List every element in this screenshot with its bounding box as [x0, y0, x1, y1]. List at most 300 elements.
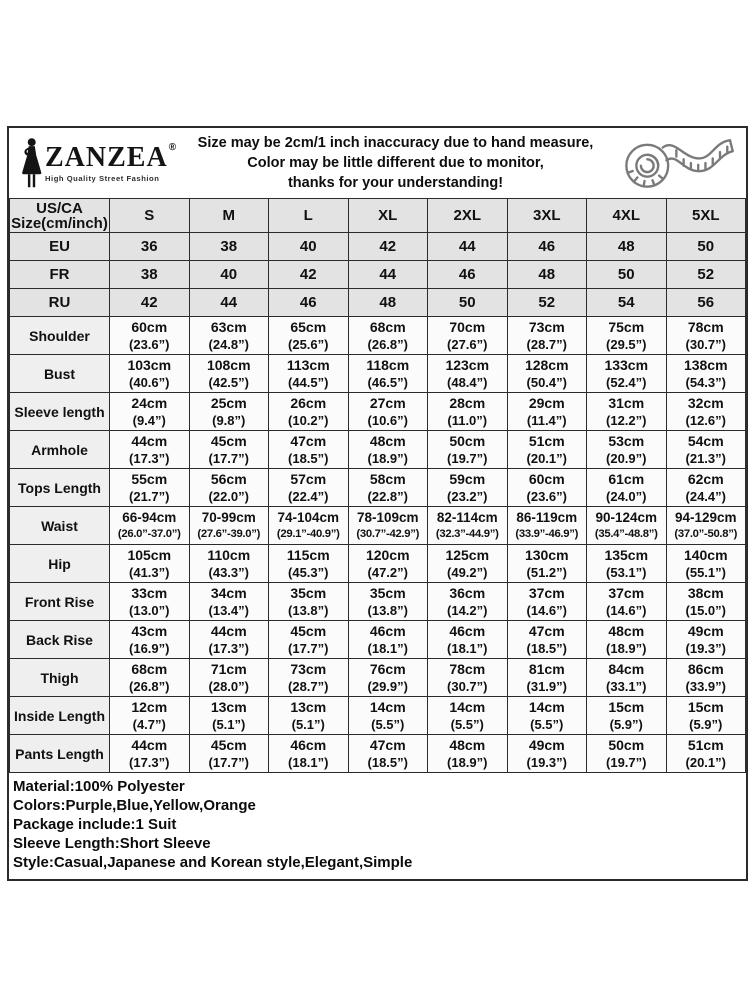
cm-value: 103cm	[127, 356, 172, 373]
inch-value: (13.0”)	[129, 602, 170, 618]
cm-value: 57cm	[290, 470, 327, 487]
measurement-cell	[110, 393, 190, 431]
cm-value: 82-114cm	[436, 509, 498, 525]
measurement-cell	[507, 697, 587, 735]
cm-value: 44cm	[131, 432, 168, 449]
inch-value: (19.3”)	[685, 640, 726, 656]
inch-value: (30.7”-42.9”)	[356, 527, 420, 540]
measurement-cell	[348, 697, 428, 735]
cm-value: 46cm	[369, 622, 406, 639]
cm-value: 71cm	[210, 660, 247, 677]
cm-value: 37cm	[528, 584, 565, 601]
row-label: Sleeve length	[10, 393, 110, 431]
cm-value: 13cm	[210, 698, 247, 715]
cm-value: 49cm	[528, 736, 565, 753]
registered-trademark-icon: ®	[168, 141, 177, 153]
inch-value: (17.3”)	[208, 640, 249, 656]
measurement-row	[10, 469, 746, 507]
measurement-cell	[189, 317, 269, 355]
cm-value: 33cm	[131, 584, 168, 601]
measurement-cell	[269, 355, 349, 393]
inch-value: (41.3”)	[129, 564, 170, 580]
footer-note-line: Package include:1 Suit	[13, 816, 177, 833]
measurement-cell	[348, 583, 428, 621]
measurement-cell	[428, 545, 508, 583]
inch-value: (29.5”)	[606, 336, 647, 352]
cm-value: 78-109cm	[356, 509, 419, 525]
disclaimer-line: thanks for your understanding!	[287, 175, 504, 191]
measurement-cell	[189, 659, 269, 697]
cm-value: 86cm	[687, 660, 724, 677]
measurement-cell	[428, 621, 508, 659]
brand-tagline: High Quality Street Fashion	[45, 173, 160, 183]
measurement-row	[10, 697, 746, 735]
size-conversion-cell: 42	[269, 261, 349, 289]
cm-value: 94-129cm	[674, 509, 737, 525]
cm-value: 36cm	[449, 584, 486, 601]
cm-value: 55cm	[131, 470, 168, 487]
measurement-cell	[666, 393, 746, 431]
measurement-cell	[507, 431, 587, 469]
row-label: FR	[10, 261, 110, 289]
size-conversion-cell: 38	[189, 233, 269, 261]
inch-value: (23.6”)	[526, 488, 567, 504]
measurement-cell	[666, 469, 746, 507]
measurement-cell	[110, 621, 190, 659]
cm-value: 66-94cm	[122, 509, 177, 525]
cm-value: 35cm	[290, 584, 327, 601]
tape-box	[614, 132, 740, 194]
measurement-cell	[110, 317, 190, 355]
size-conversion-cell: 50	[587, 261, 667, 289]
cm-value: 78cm	[687, 318, 724, 335]
measuring-tape-icon	[620, 132, 740, 194]
measurement-cell	[110, 659, 190, 697]
inch-value: (22.8”)	[367, 488, 408, 504]
inch-value: (5.5”)	[371, 716, 405, 732]
cm-value: 61cm	[608, 470, 645, 487]
size-conversion-cell: 38	[110, 261, 190, 289]
measurement-cell	[428, 355, 508, 393]
inch-value: (21.7”)	[129, 488, 170, 504]
size-conversion-cell: 40	[189, 261, 269, 289]
measurement-cell	[507, 317, 587, 355]
inch-value: (17.3”)	[129, 754, 170, 770]
inch-value: (11.0”)	[447, 412, 488, 428]
measurement-cell	[428, 431, 508, 469]
measurement-cell	[587, 355, 667, 393]
measurement-cell	[269, 697, 349, 735]
cm-value: 63cm	[210, 318, 247, 335]
inch-value: (33.1”)	[606, 678, 647, 694]
size-conversion-cell: 50	[666, 233, 746, 261]
inch-value: (20.1”)	[526, 450, 567, 466]
inch-value: (29.9”)	[367, 678, 408, 694]
inch-value: (19.7”)	[606, 754, 647, 770]
inch-value: (5.1”)	[291, 716, 325, 732]
inch-value: (52.4”)	[606, 374, 647, 390]
inch-value: (22.0”)	[208, 488, 249, 504]
cm-value: 70cm	[449, 318, 486, 335]
measurement-cell	[269, 659, 349, 697]
cm-value: 86-119cm	[516, 509, 578, 525]
measurement-cell	[587, 507, 667, 545]
cm-value: 15cm	[608, 698, 645, 715]
conversion-row	[10, 289, 746, 317]
brand-name: ZANZEA	[45, 141, 168, 173]
inch-value: (45.3”)	[288, 564, 329, 580]
size-conversion-cell: 46	[269, 289, 349, 317]
measurement-cell	[189, 583, 269, 621]
inch-value: (35.4”-48.8”)	[594, 527, 658, 540]
inch-value: (32.3”-44.9”)	[435, 527, 499, 540]
measurement-cell	[507, 469, 587, 507]
measurement-cell	[269, 621, 349, 659]
cm-value: 130cm	[524, 546, 569, 563]
row-label: Shoulder	[10, 317, 110, 355]
size-column-header: 3XL	[507, 199, 587, 233]
measurement-row	[10, 545, 746, 583]
inch-value: (16.9”)	[129, 640, 170, 656]
measurement-cell	[507, 355, 587, 393]
inch-value: (10.6”)	[367, 412, 408, 428]
inch-value: (14.2”)	[447, 602, 488, 618]
size-column-header: XL	[348, 199, 428, 233]
size-conversion-cell: 44	[348, 261, 428, 289]
corner-header	[10, 199, 110, 233]
footer-note-line: Style:Casual,Japanese and Korean style,Elegant,Simple	[13, 854, 413, 871]
cm-value: 28cm	[449, 394, 486, 411]
inch-value: (33.9”-46.9”)	[515, 527, 579, 540]
cm-value: 44cm	[131, 736, 168, 753]
measurement-cell	[587, 545, 667, 583]
disclaimer-line: Color may be little different due to monitor,	[247, 155, 544, 171]
inch-value: (5.5”)	[530, 716, 564, 732]
cm-value: 74-104cm	[277, 509, 340, 525]
measurement-cell	[269, 583, 349, 621]
cm-value: 43cm	[131, 622, 168, 639]
conversion-row	[10, 261, 746, 289]
footer-note-line: Colors:Purple,Blue,Yellow,Orange	[13, 797, 256, 814]
size-chart-sheet	[7, 126, 748, 881]
measurement-cell	[428, 507, 508, 545]
inch-value: (27.6”-39.0”)	[197, 527, 261, 540]
size-conversion-cell: 52	[507, 289, 587, 317]
measurement-cell	[189, 735, 269, 773]
inch-value: (23.2”)	[447, 488, 488, 504]
cm-value: 81cm	[528, 660, 565, 677]
size-table-body	[10, 199, 746, 773]
row-label: Bust	[10, 355, 110, 393]
row-label: RU	[10, 289, 110, 317]
size-conversion-cell: 54	[587, 289, 667, 317]
inch-value: (24.4”)	[685, 488, 726, 504]
inch-value: (13.8”)	[367, 602, 408, 618]
cm-value: 13cm	[290, 698, 327, 715]
cm-value: 133cm	[604, 356, 649, 373]
inch-value: (22.4”)	[288, 488, 329, 504]
measurement-cell	[110, 431, 190, 469]
cm-value: 53cm	[608, 432, 645, 449]
inch-value: (9.4”)	[132, 412, 166, 428]
inch-value: (17.7”)	[288, 640, 329, 656]
size-conversion-cell: 40	[269, 233, 349, 261]
size-conversion-cell: 48	[587, 233, 667, 261]
size-conversion-cell: 48	[348, 289, 428, 317]
inch-value: (12.6”)	[685, 412, 726, 428]
measurement-cell	[428, 735, 508, 773]
size-conversion-cell: 56	[666, 289, 746, 317]
cm-value: 45cm	[210, 432, 247, 449]
measurement-cell	[110, 735, 190, 773]
cm-value: 68cm	[131, 660, 168, 677]
inch-value: (42.5”)	[208, 374, 249, 390]
inch-value: (28.7”)	[526, 336, 567, 352]
cm-value: 73cm	[290, 660, 327, 677]
measurement-cell	[507, 583, 587, 621]
cm-value: 35cm	[369, 584, 406, 601]
cm-value: 54cm	[687, 432, 724, 449]
measurement-cell	[587, 659, 667, 697]
measurement-cell	[507, 621, 587, 659]
row-label: Back Rise	[10, 621, 110, 659]
measurement-cell	[110, 469, 190, 507]
measurement-cell	[587, 735, 667, 773]
size-column-header: L	[269, 199, 349, 233]
row-label: Armhole	[10, 431, 110, 469]
size-conversion-cell: 36	[110, 233, 190, 261]
inch-value: (18.1”)	[367, 640, 408, 656]
inch-value: (17.3”)	[129, 450, 170, 466]
inch-value: (20.9”)	[606, 450, 647, 466]
cm-value: 51cm	[687, 736, 724, 753]
cm-value: 47cm	[290, 432, 327, 449]
size-column-header: S	[110, 199, 190, 233]
cm-value: 12cm	[131, 698, 168, 715]
cm-value: 14cm	[369, 698, 406, 715]
brand-logo	[17, 135, 187, 191]
inch-value: (47.2”)	[367, 564, 408, 580]
cm-value: 70-99cm	[201, 509, 256, 525]
footer-notes	[9, 773, 746, 879]
inch-value: (9.8”)	[212, 412, 246, 428]
size-conversion-cell: 48	[507, 261, 587, 289]
cm-value: 47cm	[369, 736, 406, 753]
measurement-cell	[587, 621, 667, 659]
measurement-cell	[189, 621, 269, 659]
inch-value: (18.5”)	[526, 640, 567, 656]
inch-value: (5.9”)	[689, 716, 723, 732]
size-conversion-cell: 50	[428, 289, 508, 317]
cm-value: 135cm	[604, 546, 649, 563]
footer-note-line: Sleeve Length:Short Sleeve	[13, 835, 211, 852]
cm-value: 15cm	[687, 698, 724, 715]
measurement-cell	[110, 355, 190, 393]
size-conversion-cell: 46	[507, 233, 587, 261]
inch-value: (29.1”-40.9”)	[276, 527, 340, 540]
measurement-cell	[269, 545, 349, 583]
measurement-cell	[507, 545, 587, 583]
cm-value: 125cm	[445, 546, 490, 563]
cm-value: 118cm	[366, 356, 410, 373]
measurement-cell	[269, 431, 349, 469]
cm-value: 46cm	[290, 736, 327, 753]
cm-value: 46cm	[449, 622, 486, 639]
cm-value: 29cm	[528, 394, 565, 411]
measurement-cell	[507, 659, 587, 697]
measurement-cell	[587, 583, 667, 621]
measurement-row	[10, 393, 746, 431]
measurement-row	[10, 621, 746, 659]
measurement-row	[10, 735, 746, 773]
disclaimer-line: Size may be 2cm/1 inch inaccuracy due to hand measure,	[197, 135, 594, 151]
inch-value: (53.1”)	[606, 564, 647, 580]
measurement-cell	[348, 393, 428, 431]
inch-value: (48.4”)	[447, 374, 488, 390]
inch-value: (5.9”)	[609, 716, 643, 732]
woman-silhouette-icon	[17, 135, 43, 191]
measurement-cell	[110, 545, 190, 583]
inch-value: (17.7”)	[208, 754, 249, 770]
size-table	[9, 198, 746, 773]
cm-value: 51cm	[528, 432, 565, 449]
cm-value: 34cm	[210, 584, 247, 601]
inch-value: (18.1”)	[288, 754, 329, 770]
disclaimer	[187, 133, 614, 193]
inch-value: (24.8”)	[208, 336, 249, 352]
cm-value: 48cm	[369, 432, 406, 449]
inch-value: (43.3”)	[208, 564, 249, 580]
inch-value: (30.7”)	[685, 336, 726, 352]
cm-value: 105cm	[127, 546, 172, 563]
size-conversion-cell: 52	[666, 261, 746, 289]
measurement-row	[10, 659, 746, 697]
measurement-cell	[666, 621, 746, 659]
inch-value: (26.8”)	[367, 336, 408, 352]
cm-value: 110cm	[207, 546, 251, 563]
cm-value: 115cm	[286, 546, 330, 563]
measurement-cell	[348, 507, 428, 545]
inch-value: (49.2”)	[447, 564, 488, 580]
cm-value: 48cm	[449, 736, 486, 753]
measurement-cell	[428, 469, 508, 507]
inch-value: (14.6”)	[606, 602, 647, 618]
cm-value: 49cm	[687, 622, 724, 639]
inch-value: (54.3”)	[685, 374, 726, 390]
cm-value: 60cm	[528, 470, 565, 487]
size-column-header: M	[189, 199, 269, 233]
cm-value: 60cm	[131, 318, 168, 335]
measurement-cell	[666, 697, 746, 735]
measurement-cell	[587, 317, 667, 355]
cm-value: 45cm	[290, 622, 327, 639]
inch-value: (4.7”)	[132, 716, 166, 732]
cm-value: 123cm	[445, 356, 490, 373]
measurement-cell	[666, 431, 746, 469]
measurement-cell	[587, 393, 667, 431]
inch-value: (11.4”)	[526, 412, 567, 428]
cm-value: 31cm	[608, 394, 645, 411]
footer-note-line: Material:100% Polyester	[13, 778, 185, 795]
inch-value: (13.4”)	[208, 602, 249, 618]
measurement-cell	[507, 507, 587, 545]
cm-value: 24cm	[131, 394, 168, 411]
inch-value: (15.0”)	[685, 602, 726, 618]
measurement-cell	[189, 431, 269, 469]
cm-value: 113cm	[286, 356, 330, 373]
measurement-cell	[666, 317, 746, 355]
cm-value: 48cm	[608, 622, 645, 639]
inch-value: (21.3”)	[685, 450, 726, 466]
inch-value: (40.6”)	[129, 374, 170, 390]
table-header-row	[10, 199, 746, 233]
inch-value: (17.7”)	[208, 450, 249, 466]
measurement-cell	[348, 621, 428, 659]
measurement-cell	[189, 355, 269, 393]
brand-text-block	[45, 141, 177, 183]
inch-value: (18.1”)	[447, 640, 488, 656]
measurement-cell	[189, 697, 269, 735]
inch-value: (26.8”)	[129, 678, 170, 694]
measurement-cell	[587, 697, 667, 735]
cm-value: 120cm	[365, 546, 410, 563]
inch-value: (18.9”)	[447, 754, 488, 770]
measurement-cell	[587, 469, 667, 507]
measurement-cell	[189, 545, 269, 583]
measurement-cell	[348, 355, 428, 393]
corner-line-1: US/CA	[36, 199, 83, 217]
measurement-cell	[428, 583, 508, 621]
size-conversion-cell: 42	[110, 289, 190, 317]
row-label: Hip	[10, 545, 110, 583]
cm-value: 140cm	[683, 546, 728, 563]
cm-value: 108cm	[206, 356, 251, 373]
measurement-cell	[666, 583, 746, 621]
measurement-cell	[110, 507, 190, 545]
inch-value: (10.2”)	[288, 412, 329, 428]
inch-value: (18.5”)	[367, 754, 408, 770]
inch-value: (19.3”)	[526, 754, 567, 770]
size-conversion-cell: 46	[428, 261, 508, 289]
inch-value: (26.0”-37.0”)	[117, 527, 181, 540]
row-label: Waist	[10, 507, 110, 545]
measurement-cell	[348, 659, 428, 697]
inch-value: (13.8”)	[288, 602, 329, 618]
measurement-cell	[189, 393, 269, 431]
top-band	[9, 128, 746, 198]
cm-value: 73cm	[528, 318, 565, 335]
corner-line-2: Size(cm/inch)	[11, 214, 108, 232]
measurement-cell	[666, 545, 746, 583]
cm-value: 58cm	[369, 470, 406, 487]
inch-value: (44.5”)	[288, 374, 329, 390]
measurement-cell	[110, 697, 190, 735]
measurement-cell	[189, 469, 269, 507]
cm-value: 68cm	[369, 318, 406, 335]
cm-value: 75cm	[608, 318, 645, 335]
measurement-row	[10, 355, 746, 393]
measurement-row	[10, 317, 746, 355]
measurement-cell	[348, 545, 428, 583]
inch-value: (33.9”)	[685, 678, 726, 694]
inch-value: (19.7”)	[447, 450, 488, 466]
inch-value: (28.0”)	[208, 678, 249, 694]
measurement-cell	[189, 507, 269, 545]
measurement-cell	[428, 393, 508, 431]
cm-value: 90-124cm	[595, 509, 658, 525]
inch-value: (51.2”)	[526, 564, 567, 580]
measurement-cell	[269, 507, 349, 545]
